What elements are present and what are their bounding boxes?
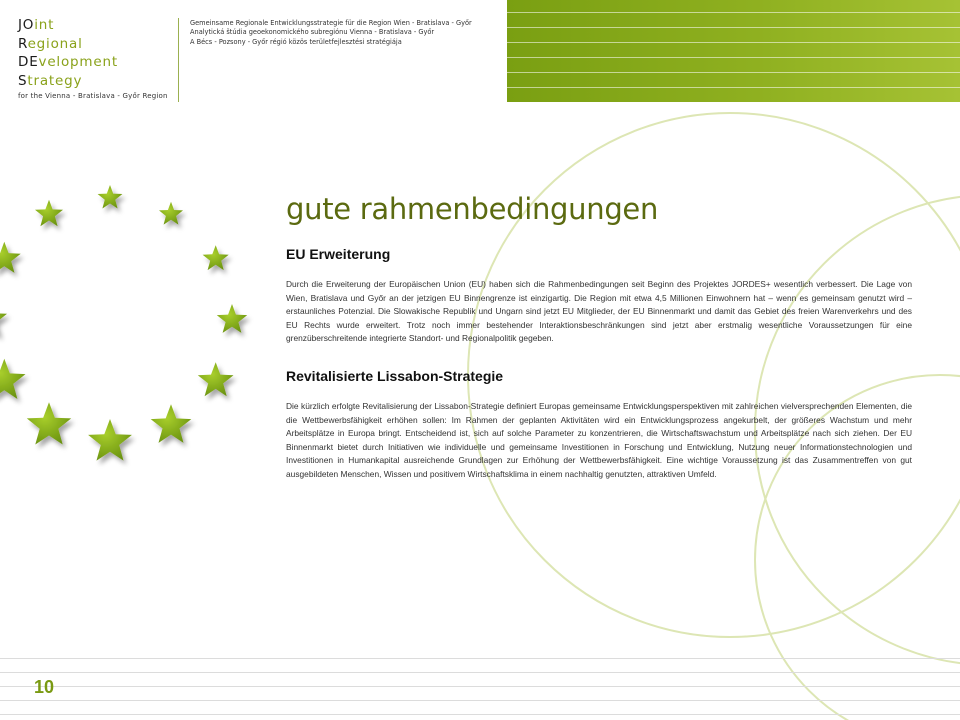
strategy-title-de: Gemeinsame Regionale Entwicklungsstrategie für die Region Wien - Bratislava - Győr <box>190 19 472 27</box>
star-icon <box>88 419 132 461</box>
strategy-titles <box>190 19 472 47</box>
jordes-logo <box>18 16 168 100</box>
star-icon <box>217 304 247 333</box>
page-number: 10 <box>34 677 55 697</box>
section-heading: EU Erweiterung <box>286 246 391 262</box>
star-icon <box>198 362 234 396</box>
strategy-title-hu: A Bécs - Pozsony - Győr régió közös területfejlesztési stratégiája <box>190 37 402 46</box>
section-heading: Revitalisierte Lissabon-Strategie <box>286 367 504 384</box>
page-title: gute rahmenbedingungen <box>286 192 659 226</box>
eu-stars-icon <box>0 180 270 490</box>
page-footer <box>0 658 960 720</box>
logo-line: Strategy <box>18 72 83 89</box>
logo-subtitle: for the Vienna - Bratislava - Győr Region <box>18 92 168 100</box>
header-divider <box>178 18 179 102</box>
logo-line: JOint <box>18 17 55 33</box>
star-icon <box>27 402 71 444</box>
section-paragraph: Durch die Erweiterung der Europäischen Union (EU) haben sich die Rahmenbedingungen seit Beginn des Projektes JORDES+ wesentlich verbessert. Die Lage von Wien, Bratislava und Győr an der jetzigen EU Binnengrenze ist einzigartig. Die Region mit etwa 4,5 Millionen Einwohnern hat – wenn es gemeinsam genutzt wird – erstaunliches Potenzial. Die Slowakische Republik und Ungarn sind jetzt EU Mitglieder, der EU Binnenmarkt und damit das Gebiet des freien Warenverkehrs und des EU Rechts wurde erweitert. Trotz noch immer bestehender Interaktionsbeschränkungen sind jetzt aber erstmalig wesentliche Voraussetzungen für eine grenzüberschreitende integrierte Standort- und Regionalpolitik gegeben. <box>286 279 912 344</box>
star-icon <box>151 404 192 443</box>
section-paragraph: Die kürzlich erfolgte Revitalisierung der Lissabon-Strategie definiert Europas gemeinsame Entwicklungsperspektiven mit zahlreichen vielversprechenden Elementen, die die Wettbewerbsfähigkeit erhöhen sollen: Im Rahmen der geplanten Aktivitäten wird ein Entwicklungsprozess angekurbelt, der größeres Wachstum und mehr Arbeitsplätze in Europa bringt. Entscheidend ist, sich auf solche Parameter zu konzentrieren, die Wirtschaftswachstum und Arbeitsplätze nach sich ziehen. Der EU Binnenmarkt bietet durch Initiativen wie individuelle und gemeinsame Investitionen in Forschung und Entwicklung, Nutzung neuer Informationstechnologien und Investitionen in Humankapital ausreichende Grundlagen zur Erhöhung der Wettbewerbsfähigkeit. Eine wichtige Voraussetzung ist das Zusammentreffen von gut ausgebildeten Menschen, Wissen und positivem Wirtschaftsklima in einem nachhaltig genutzten, attraktiven Umfeld. <box>286 400 912 479</box>
star-icon <box>203 245 229 270</box>
header-green-block <box>507 0 960 102</box>
star-icon <box>98 185 123 209</box>
star-icon <box>0 300 7 336</box>
strategy-title-sk: Analytická štúdia geoekonomického subregiónu Vienna - Bratislava - Győr <box>190 28 435 37</box>
star-icon <box>159 202 183 225</box>
page-header <box>0 0 960 104</box>
logo-line: DEvelopment <box>18 54 118 70</box>
main-content <box>286 192 912 504</box>
logo-line: Regional <box>18 35 83 52</box>
star-icon <box>35 200 63 227</box>
star-icon <box>0 359 26 399</box>
star-icon <box>0 242 21 273</box>
